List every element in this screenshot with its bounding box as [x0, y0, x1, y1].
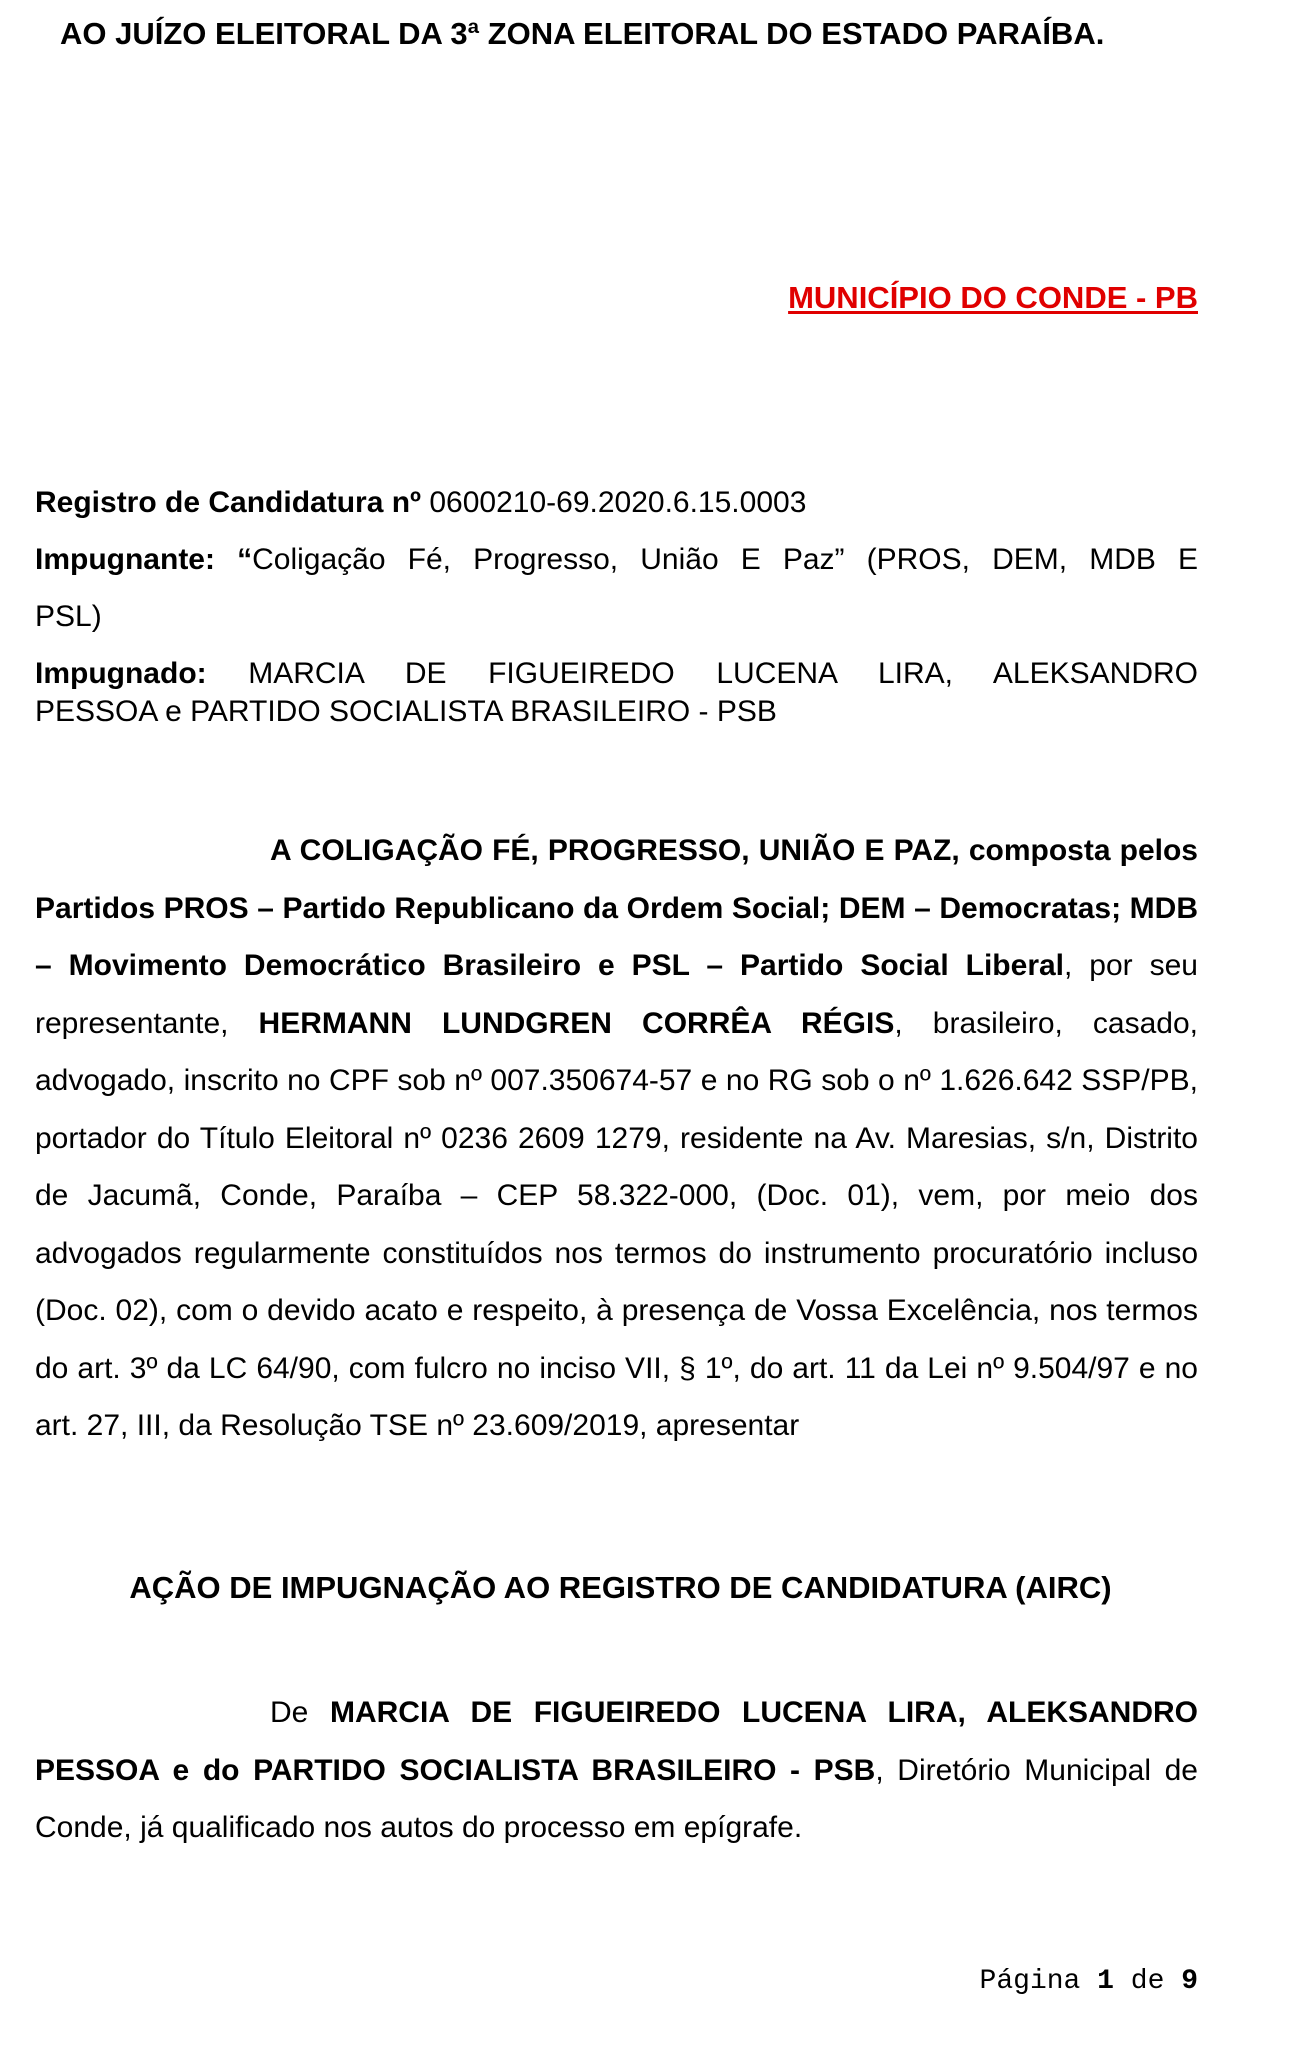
paragraph-text: , Diretório Municipal de Conde, já qualificado nos autos do processo em epígrafe. [35, 1753, 1198, 1844]
impugnante-value: Coligação Fé, Progresso, União E Paz” (PROS, DEM, MDB E [252, 543, 1198, 576]
paragraph-text: De [270, 1696, 330, 1729]
registration-line [35, 486, 1198, 520]
action-title: AÇÃO DE IMPUGNAÇÃO AO REGISTRO DE CANDIDATURA (AIRC) [129, 1570, 1112, 1605]
page-footer [980, 1966, 1198, 1997]
defendants-paragraph [35, 1684, 1198, 1857]
coalition-name: A COLIGAÇÃO FÉ, PROGRESSO, UNIÃO E PAZ, composta pelos Partidos PROS – Partido Republicano da Ordem Social; DEM – Democratas; MDB – Movimento Democrático Brasileiro e PSL – Partido Social Liberal [35, 834, 1198, 982]
page-of: de [1113, 1966, 1182, 1997]
page-total: 9 [1181, 1966, 1198, 1997]
representative-name: HERMANN LUNDGREN CORRÊA RÉGIS [258, 1006, 895, 1040]
impugnado-value-cont: PESSOA e PARTIDO SOCIALISTA BRASILEIRO - PSB [35, 695, 777, 728]
page-label: Página [979, 1966, 1098, 1997]
impugnado-line-1 [35, 657, 1198, 691]
defendants-names: MARCIA DE FIGUEIREDO LUCENA LIRA, ALEKSANDRO PESSOA e do PARTIDO SOCIALISTA BRASILEIRO - PSB [35, 1696, 1199, 1787]
impugnado-label: Impugnado: [35, 657, 207, 690]
impugnado-value: MARCIA DE FIGUEIREDO LUCENA LIRA, ALEKSANDRO [206, 657, 1198, 690]
paragraph-text: , por seu representante, [35, 949, 1198, 1040]
impugnante-line-2 [35, 600, 1198, 634]
municipality-title: MUNICÍPIO DO CONDE - PB [788, 280, 1198, 315]
registration-label: Registro de Candidatura nº [35, 486, 422, 519]
paragraph-text: , brasileiro, casado, advogado, inscrito no CPF sob nº 007.350674-57 e no RG sob o nº 1.626.642 SSP/PB, portador do Título Eleitoral nº 0236 2609 1279, residente na Av. Maresias, s/n, Distrito de Jacumã, Conde, Paraíba – CEP 58.322-000, (Doc. 01), vem, por meio dos advogados regularmente constituídos nos termos do instrumento procuratório incluso (Doc. 02), com o devido acato e respeito, à presença de Vossa Excelência, nos termos do art. 3º da LC 64/90, com fulcro no inciso VII, § 1º, do art. 11 da Lei nº 9.504/97 e no art. 27, III, da Resolução TSE nº 23.609/2019, apresentar [35, 1006, 1198, 1442]
page-number: 1 [1097, 1966, 1114, 1997]
impugnante-label: Impugnante: “ [35, 543, 253, 576]
impugnante-value-cont: PSL) [35, 600, 102, 633]
court-heading: AO JUÍZO ELEITORAL DA 3ª ZONA ELEITORAL DO ESTADO PARAÍBA. [60, 16, 1105, 51]
qualification-paragraph [35, 822, 1198, 1455]
impugnante-line-1 [35, 543, 1198, 577]
registration-number: 0600210-69.2020.6.15.0003 [421, 486, 807, 519]
impugnado-line-2 [35, 695, 1198, 729]
